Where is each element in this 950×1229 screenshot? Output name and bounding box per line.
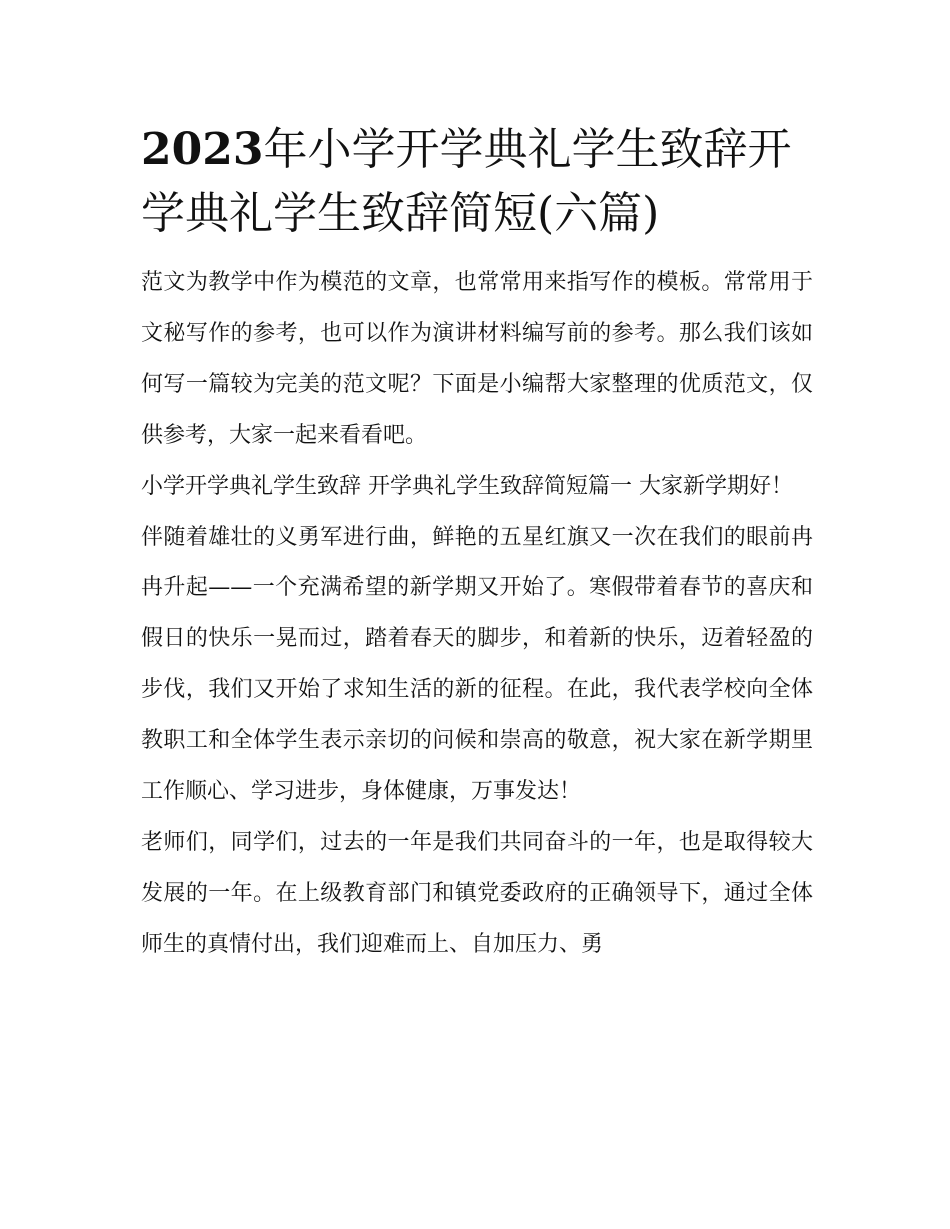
paragraph-body-1: 伴随着雄壮的义勇军进行曲，鲜艳的五星红旗又一次在我们的眼前冉冉升起——一个充满希望的新学期又开始了。寒假带着春节的喜庆和假日的快乐一晃而过，踏着春天的脚步，和着新的快乐，迈着轻盈的步伐，我们又开始了求知生活的新的征程。在此，我代表学校向全体教职工和全体学生表示亲切的问候和崇高的敬意，祝大家在新学期里工作顺心、学习进步，身体健康，万事发达！ (141, 524, 813, 805)
page-title (141, 118, 813, 246)
title-year: 2023 (141, 124, 264, 175)
paragraph-heading: 小学开学典礼学生致辞 开学典礼学生致辞简短篇一 大家新学期好！ (141, 473, 793, 499)
paragraph-body-2: 老师们，同学们，过去的一年是我们共同奋斗的一年，也是取得较大发展的一年。在上级教育部门和镇党委政府的正确领导下，通过全体师生的真情付出，我们迎难而上、自加压力、勇 (141, 829, 813, 957)
title-text: 年小学开学典礼学生致辞开学典礼学生致辞简短(六篇) (141, 124, 792, 239)
document-body (141, 118, 813, 971)
paragraph-intro: 范文为教学中作为模范的文章，也常常用来指写作的模板。常常用于文秘写作的参考，也可以作为演讲材料编写前的参考。那么我们该如何写一篇较为完美的范文呢？下面是小编帮大家整理的优质范文，仅供参考，大家一起来看看吧。 (141, 270, 813, 448)
